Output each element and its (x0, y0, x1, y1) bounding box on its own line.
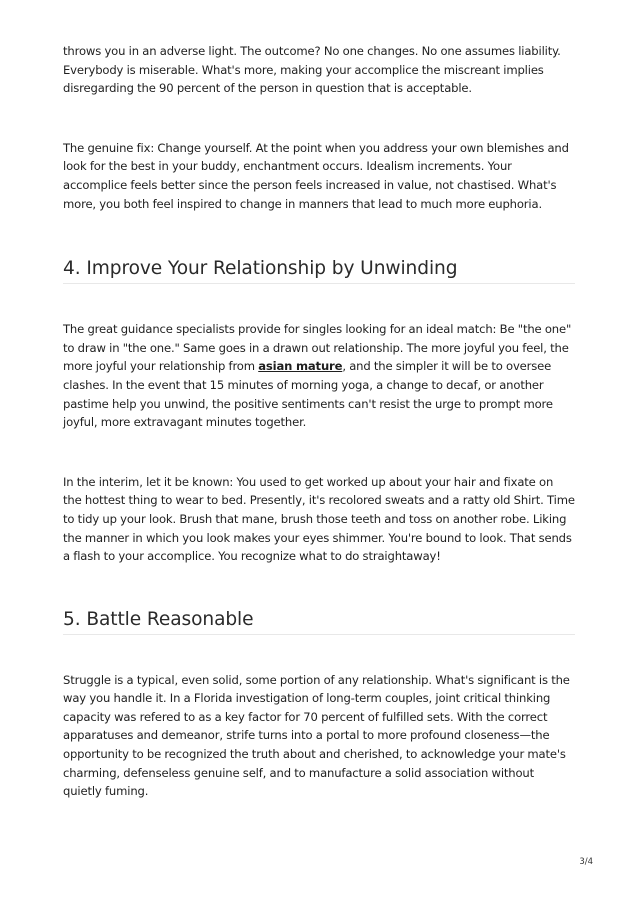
section-heading-battle-reasonable: 5. Battle Reasonable (63, 608, 575, 635)
paragraph-guidance-specialists (63, 320, 575, 432)
section-heading-unwinding: 4. Improve Your Relationship by Unwinding (63, 257, 575, 284)
paragraph-genuine-fix: The genuine fix: Change yourself. At the point when you address your own blemishes and look for the best in your buddy, enchantment occurs. Idealism increments. Your accomplice feels better since the person feels increased in value, not chastised. What's more, you both feel inspired to change in manners that lead to much more euphoria. (63, 140, 569, 211)
paragraph-interim: In the interim, let it be known: You used to get worked up about your hair and fixate on the hottest thing to wear to bed. Presently, it's recolored sweats and a ratty old Shirt. Time to tidy up your look. Brush that mane, brush those teeth and toss on another robe. Liking the manner in which you look makes your eyes shimmer. You're bound to look. That sends a flash to your accomplice. You recognize what to do straightaway! (63, 474, 575, 564)
asian-mature-link[interactable]: asian mature (258, 359, 343, 374)
paragraph-text-before-link: The great guidance specialists provide for singles looking for an ideal match: Be "the one" to draw in "the one." Same goes in a drawn out relationship. The more joyful you feel, the more joyful your relationship from (63, 322, 572, 374)
paragraph-text-after-link: , and the simpler it will be to oversee clashes. In the event that 15 minutes of morning yoga, a change to decaf, or another pastime help you unwind, the positive sentiments can't resist the urge to prompt more joyful, more extravagant minutes together. (63, 359, 553, 430)
paragraph-adverse-light: throws you in an adverse light. The outcome? No one changes. No one assumes liability. Everybody is miserable. What's more, making your accomplice the miscreant implies disregarding the 90 percent of the person in question that is acceptable. (63, 44, 561, 96)
paragraph-struggle: Struggle is a typical, even solid, some portion of any relationship. What's significant is the way you handle it. In a Florida investigation of long-term couples, joint critical thinking capacity was refered to as a key factor for 70 percent of fulfilled sets. With the correct apparatuses and demeanor, strife turns into a portal to more profound closeness—the opportunity to be recognized the truth about and cherished, to acknowledge your mate's charming, defenseless genuine self, and to manufacture a solid association without quietly fuming. (63, 672, 570, 799)
document-page (63, 42, 575, 801)
page-number: 3/4 (579, 857, 593, 867)
